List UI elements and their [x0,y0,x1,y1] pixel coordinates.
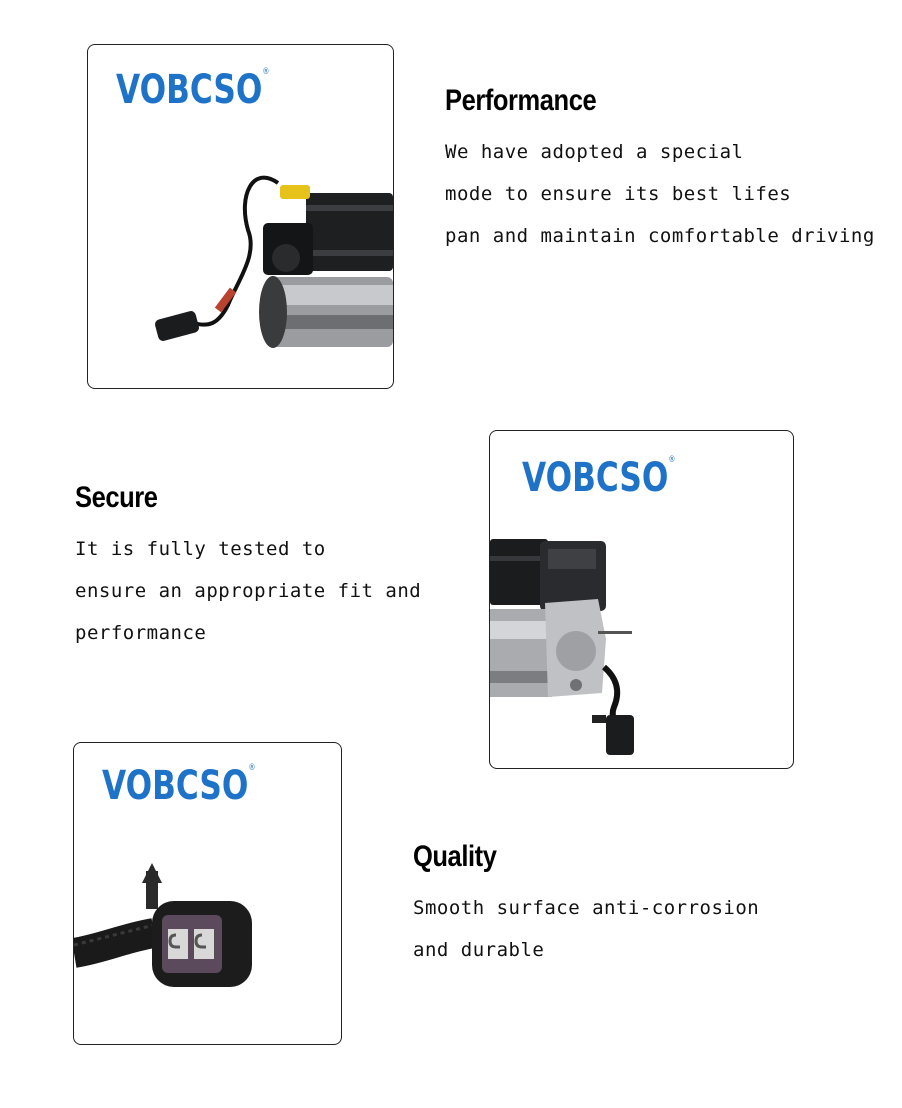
brand-logo-text: VOBCSO [522,455,669,501]
section-description-secure [75,528,421,654]
registered-mark: ® [248,763,256,773]
description-line: pan and maintain comfortable driving [445,225,875,247]
section-heading-quality: Quality [413,840,497,873]
air-compressor-image [88,45,393,388]
air-compressor-image [490,431,793,768]
electrical-connector-image [74,743,341,1044]
product-image-card-quality [73,742,342,1045]
description-line: ensure an appropriate fit and [75,580,422,602]
product-image-card-performance [87,44,394,389]
section-heading-performance: Performance [445,84,597,117]
description-line: Smooth surface anti-corrosion [413,897,760,919]
description-line: It is fully tested to [75,538,326,560]
brand-logo-text: VOBCSO [102,763,249,809]
description-line: performance [75,622,207,644]
registered-mark: ® [668,455,676,465]
section-description-quality [413,887,759,971]
description-line: We have adopted a special [445,141,744,163]
section-heading-secure: Secure [75,481,158,514]
section-description-performance [445,131,875,257]
registered-mark: ® [262,67,270,77]
brand-logo-text: VOBCSO [116,67,263,113]
description-line: and durable [413,939,545,961]
description-line: mode to ensure its best lifes [445,183,792,205]
product-image-card-secure [489,430,794,769]
